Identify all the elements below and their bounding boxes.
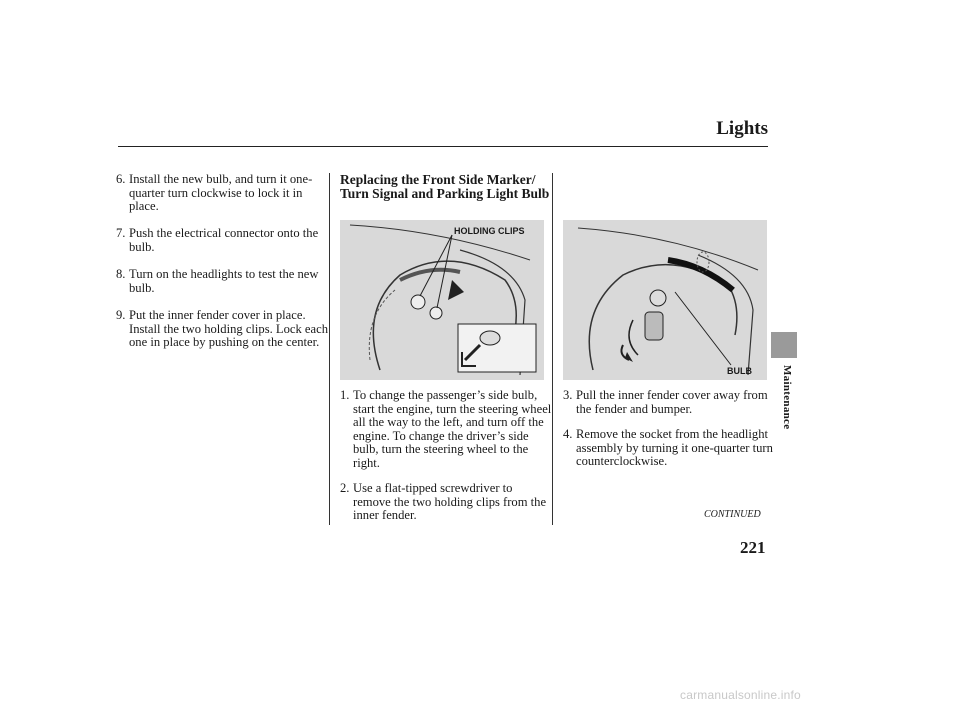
step-text: Turn on the headlights to test the new bulb. xyxy=(129,267,319,295)
holding-clips-label: HOLDING CLIPS xyxy=(454,226,525,236)
step-4 xyxy=(563,428,775,469)
step-text: Install the new bulb, and turn it one-quarter turn clockwise to lock it in place. xyxy=(129,172,313,214)
step-text: Pull the inner fender cover away from the fender and bumper. xyxy=(576,388,768,416)
step-text: Put the inner fender cover in place. Install the two holding clips. Lock each one in place by pushing on the center. xyxy=(129,308,329,350)
step-8 xyxy=(116,268,326,295)
step-number: 7. xyxy=(116,226,126,240)
step-1 xyxy=(340,389,552,471)
step-7 xyxy=(116,227,326,254)
step-number: 8. xyxy=(116,267,126,281)
step-text: To change the passenger’s side bulb, start the engine, turn the steering wheel all the way to the left, and turn off the engine. To change the driver’s side bulb, turn the steering wheel to the right. xyxy=(353,388,552,470)
procedure-title: Replacing the Front Side Marker/ Turn Signal and Parking Light Bulb xyxy=(340,172,550,201)
step-number: 3. xyxy=(563,388,573,402)
step-text: Push the electrical connector onto the bulb. xyxy=(129,226,319,254)
site-watermark: carmanualsonline.info xyxy=(680,688,801,702)
step-number: 4. xyxy=(563,427,573,441)
column-divider-right xyxy=(552,173,553,525)
header-rule xyxy=(118,146,768,147)
holding-clips-illustration xyxy=(340,220,544,380)
section-tab-marker xyxy=(771,332,797,358)
step-number: 6. xyxy=(116,172,126,186)
step-number: 9. xyxy=(116,308,126,322)
step-9 xyxy=(116,309,328,350)
step-number: 2. xyxy=(340,481,350,495)
bulb-illustration xyxy=(563,220,767,380)
section-tab-label: Maintenance xyxy=(781,365,793,430)
column-divider-left xyxy=(329,173,330,525)
step-number: 1. xyxy=(340,388,350,402)
step-text: Use a flat-tipped screwdriver to remove the two holding clips from the inner fender. xyxy=(353,481,547,523)
continued-note: CONTINUED xyxy=(704,509,761,520)
step-text: Remove the socket from the headlight assembly by turning it one-quarter turn counterclockwise. xyxy=(576,427,773,469)
step-3 xyxy=(563,389,775,416)
bulb-label: BULB xyxy=(727,366,752,376)
page-section-title: Lights xyxy=(716,118,768,139)
step-6 xyxy=(116,173,326,214)
headlight-socket-drawing xyxy=(563,220,767,380)
fender-clips-drawing xyxy=(340,220,544,380)
page-number: 221 xyxy=(740,538,766,557)
step-2 xyxy=(340,482,552,523)
